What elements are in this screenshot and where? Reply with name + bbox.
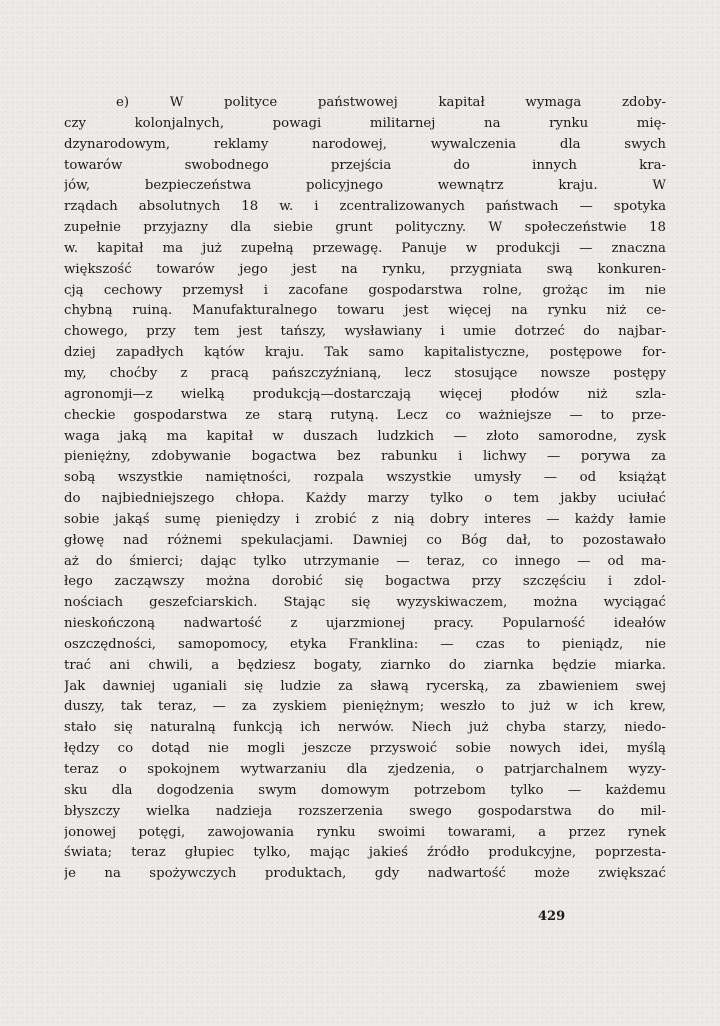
text-line: checkie gospodarstwa ze starą rutyną. Lecz co ważniejsze — to prze- (64, 407, 666, 423)
text-line: teraz o spokojnem wytwarzaniu dla zjedzenia, o patrjarchalnem wyzy- (64, 762, 666, 777)
text-line: jów, bezpieczeństwa policyjnego wewnątrz kraju. W (64, 178, 666, 194)
text-line: sobie jakąś sumę pieniędzy i zrobić z nią dobry interes — każdy łamie (64, 511, 666, 527)
page-number: 429 (538, 909, 566, 924)
text-line: towarów swobodnego przejścia do innych kra- (64, 157, 666, 173)
text-line: głowę nad różnemi spekulacjami. Dawniej co Bóg dał, to pozostawało (64, 532, 666, 548)
text-line: świata; teraz głupiec tylko, mając jakieś źródło produkcyjne, poprzesta- (64, 845, 666, 861)
text-line: nościach geszefciarskich. Stając się wyzyskiwaczem, można wyciągać (64, 595, 666, 611)
text-line: większość towarów jego jest na rynku, przygniata swą konkuren- (64, 261, 666, 277)
text-line: łego zacząwszy można dorobić się bogactwa przy szczęściu i zdol- (64, 574, 666, 590)
text-line: pieniężny, zdobywanie bogactwa bez rabunku i lichwy — porywa za (64, 449, 666, 465)
text-line: duszy, tak teraz, — za zyskiem pieniężnym; weszło to już w ich krew, (64, 699, 666, 715)
text-line: oszczędności, samopomocy, etyka Franklina: — czas to pieniądz, nie (64, 636, 666, 652)
text-line: dziej zapadłych kątów kraju. Tak samo kapitalistyczne, postępowe for- (64, 345, 666, 361)
text-line: czy kolonjalnych, powagi militarnej na rynku mię- (64, 115, 666, 131)
text-line: jonowej potęgi, zawojowania rynku swoimi towarami, a przez rynek (64, 824, 666, 840)
text-line: agronomji—z wielką produkcją—dostarczają więcej płodów niż szla- (64, 386, 666, 402)
text-line: zupełnie przyjazny dla siebie grunt polityczny. W społeczeństwie 18 (64, 220, 666, 236)
text-line: łędzy co dotąd nie mogli jeszcze przyswoić sobie nowych idei, myślą (64, 741, 666, 757)
text-line: sobą wszystkie namiętności, rozpala wszystkie umysły — od książąt (64, 470, 666, 486)
text-line: chybną ruiną. Manufakturalnego towaru jest więcej na rynku niż ce- (64, 303, 666, 319)
text-line: do najbiedniejszego chłopa. Każdy marzy tylko o tem jakby uciułać (64, 491, 666, 507)
text-line: rządach absolutnych 18 w. i zcentralizowanych państwach — spotyka (64, 199, 666, 215)
text-line: aż do śmierci; dając tylko utrzymanie — teraz, co innego — od ma- (64, 553, 666, 569)
body-text (64, 93, 666, 885)
text-line: błyszczy wielka nadzieja rozszerzenia swego gospodarstwa do mil- (64, 803, 666, 819)
text-line: waga jaką ma kapitał w duszach ludzkich — złoto samorodne, zysk (64, 428, 666, 444)
text-line: cją cechowy przemysł i zacofane gospodarstwa rolne, grożąc im nie (64, 282, 666, 298)
text-line: chowego, przy tem jest tańszy, wysławiany i umie dotrzeć do najbar- (64, 324, 666, 340)
text-line: w. kapitał ma już zupełną przewagę. Panuje w produkcji — znaczna (64, 240, 666, 256)
text-line: je na spożywczych produktach, gdy nadwartość może zwiększać (64, 866, 666, 882)
text-line: stało się naturalną funkcją ich nerwów. Niech już chyba starzy, niedo- (64, 720, 666, 736)
text-line: Jak dawniej uganiali się ludzie za sławą rycerską, za zbawieniem swej (64, 678, 666, 694)
text-line: trać ani chwili, a będziesz bogaty, ziarnko do ziarnka będzie miarka. (64, 657, 666, 673)
text-line: sku dla dogodzenia swym domowym potrzebom tylko — każdemu (64, 782, 666, 798)
text-line: nieskończoną nadwartość z ujarzmionej pracy. Popularność ideałów (64, 616, 666, 632)
text-line: my, choćby z pracą pańszczyźnianą, lecz stosujące nowsze postępy (64, 365, 666, 381)
text-line: dzynarodowym, reklamy narodowej, wywalczenia dla swych (64, 136, 666, 152)
text-line: e) W polityce państwowej kapitał wymaga zdoby- (116, 95, 666, 110)
